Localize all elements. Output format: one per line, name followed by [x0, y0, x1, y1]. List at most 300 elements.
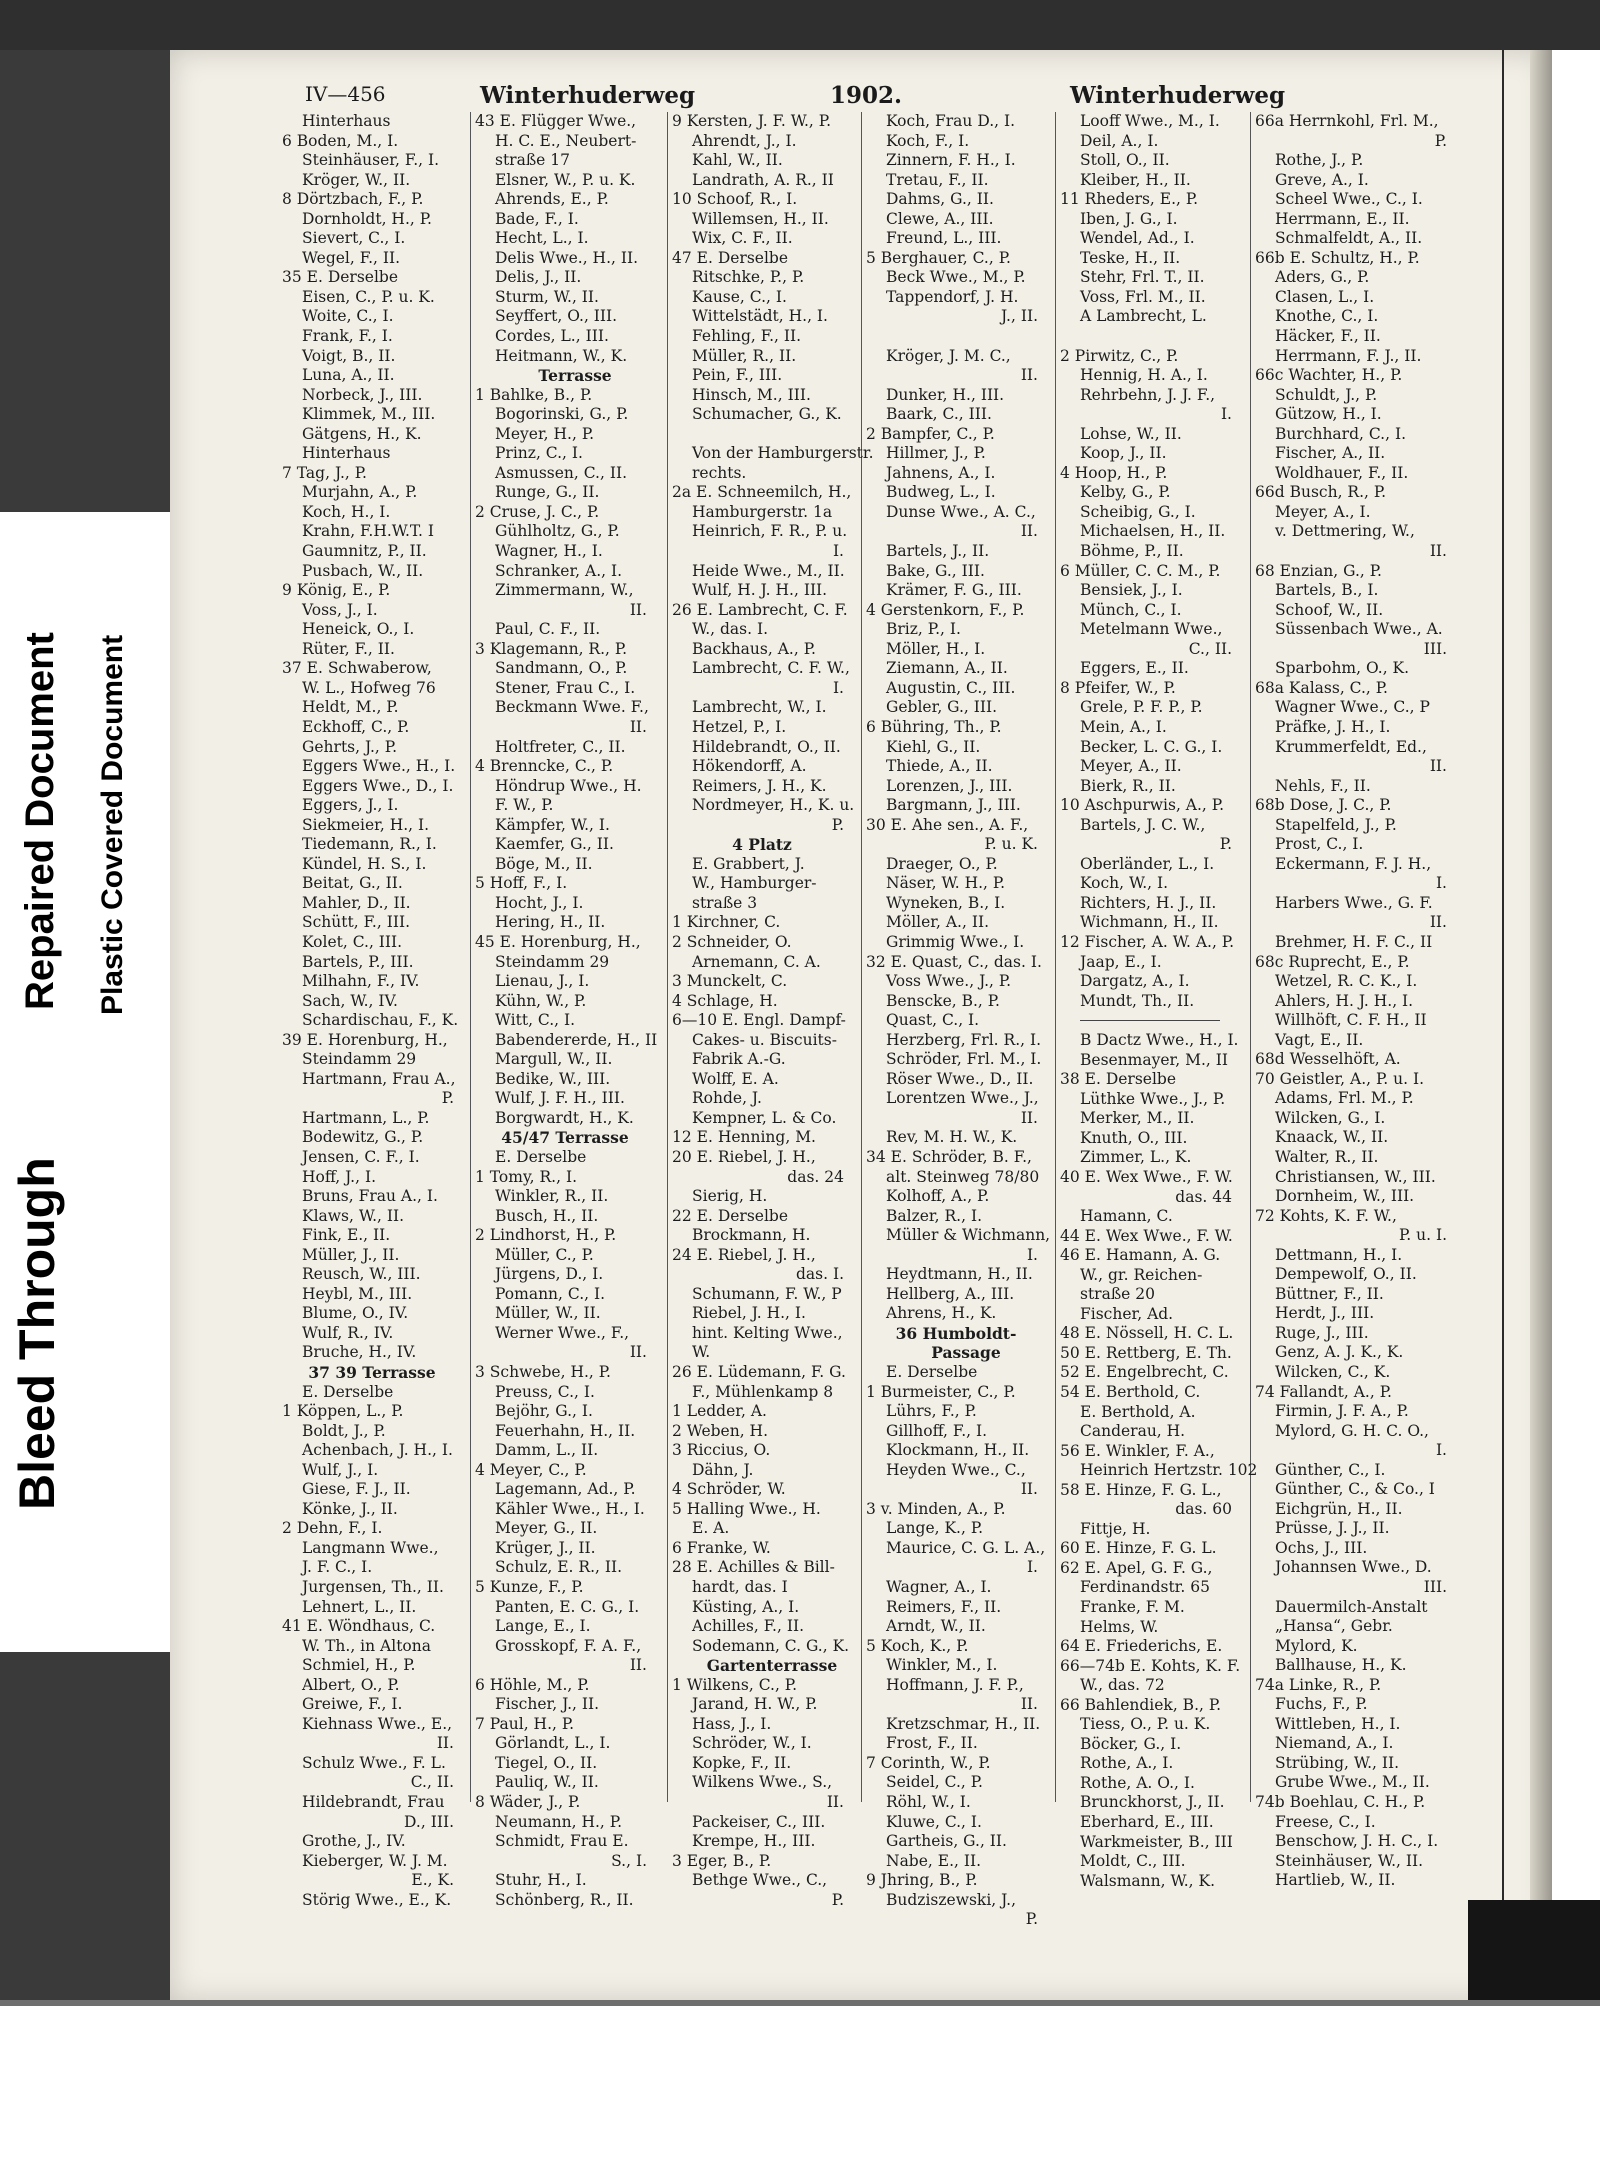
directory-entry-line: Süssenbach Wwe., A. [1275, 620, 1443, 639]
directory-entry-line: 1 Burmeister, C., P. [866, 1382, 1016, 1401]
directory-entry-line: 7 Corinth, W., P. [866, 1753, 991, 1772]
directory-entry-line: Lange, E., I. [495, 1617, 591, 1636]
page-edge-line [1502, 50, 1504, 2000]
directory-entry-line: Pomann, C., I. [495, 1284, 606, 1303]
directory-entry-line: Stapelfeld, J., P. [1275, 815, 1397, 834]
directory-entry-line: Steinhäuser, F., I. [302, 151, 440, 170]
directory-entry-line: Fehling, F., II. [692, 327, 802, 346]
directory-entry-line: Blume, O., IV. [302, 1304, 409, 1323]
directory-entry-line: Schröder, W., I. [692, 1734, 812, 1753]
directory-entry-line: Wagner, A., I. [886, 1578, 992, 1597]
directory-entry-line: 66a Herrnkohl, Frl. M., [1255, 112, 1439, 130]
directory-entry-line: Dahms, G., II. [886, 190, 994, 209]
column-divider [470, 112, 471, 1802]
directory-entry-line: Böge, M., II. [495, 854, 593, 873]
directory-entry-line: Hetzel, P., I. [692, 717, 787, 736]
directory-entry-line: Dettmann, H., I. [1275, 1245, 1403, 1264]
directory-entry-line: Schuldt, J., P. [1275, 385, 1378, 404]
directory-entry-line: P. [1219, 835, 1232, 854]
directory-entry-line: Tiess, O., P. u. K. [1080, 1715, 1211, 1734]
directory-entry-line: Tretau, F., II. [886, 170, 989, 189]
directory-entry-line: Sierig, H. [692, 1187, 768, 1206]
directory-entry-line: Näser, W. H., P. [886, 874, 1006, 893]
directory-entry-line: Heide Wwe., M., II. [692, 561, 845, 580]
directory-entry-line: Hinterhaus [302, 444, 391, 463]
directory-entry-line: Strübing, W., II. [1275, 1753, 1400, 1772]
directory-entry-line: 7 Paul, H., P. [475, 1714, 575, 1733]
directory-entry-line: Asmussen, C., II. [495, 463, 628, 482]
directory-entry-line: 24 E. Riebel, J. H., [672, 1245, 816, 1264]
directory-entry-line: Müller, C., P. [495, 1245, 594, 1264]
running-head-year: 1902. [830, 82, 903, 109]
directory-entry-line: Iben, J. G., I. [1080, 209, 1178, 228]
directory-entry-line: Lehnert, L., II. [302, 1597, 417, 1616]
section-rule [1080, 1011, 1220, 1021]
directory-entry-line: Steinhäuser, W., II. [1275, 1851, 1424, 1870]
directory-entry-line: 2 Weben, H. [672, 1421, 769, 1440]
directory-entry-line: 2 Schneider, O. [672, 932, 792, 951]
directory-entry-line: Clasen, L., I. [1275, 287, 1375, 306]
directory-entry-line: 38 E. Derselbe [1060, 1070, 1177, 1089]
directory-entry-line: Ahrends, E., P. [495, 190, 609, 209]
directory-entry-line: Michaelsen, H., II. [1080, 522, 1226, 541]
directory-entry-line: Eichgrün, H., II. [1275, 1499, 1403, 1518]
directory-entry-line: Heyden Wwe., C., [886, 1460, 1026, 1479]
directory-entry-line: Meyer, H., P. [495, 424, 595, 443]
directory-entry-line: Teske, H., II. [1080, 248, 1181, 267]
directory-entry-line: Gühlholtz, G., P. [495, 522, 620, 541]
column-divider [667, 112, 668, 1802]
directory-entry-line: 66—74b E. Kohts, K. F. [1060, 1656, 1241, 1675]
directory-entry-line: Klaws, W., II. [302, 1206, 405, 1225]
directory-entry-line: 62 E. Apel, G. F. G., [1060, 1558, 1213, 1577]
directory-entry-line: Eggers, E., II. [1080, 659, 1189, 678]
directory-entry-line: Wolff, E. A. [692, 1069, 779, 1088]
directory-entry-line: Meyer, A., II. [1080, 757, 1182, 776]
directory-entry-line: H. C. E., Neubert- [495, 131, 637, 150]
directory-entry-line: Oberländer, L., I. [1080, 854, 1215, 873]
directory-entry-line: Schranker, A., I. [495, 561, 623, 580]
directory-entry-line: Winkler, M., I. [886, 1656, 998, 1675]
directory-entry-line: E. Derselbe [886, 1363, 978, 1381]
directory-entry-line: Eggers, J., I. [302, 796, 399, 815]
directory-entry-line: Klockmann, H., II. [886, 1441, 1030, 1460]
directory-entry-line: 4 Schröder, W. [672, 1480, 786, 1499]
directory-entry-line: Freund, L., III. [886, 229, 1002, 248]
directory-entry-line: 3 Schwebe, H., P. [475, 1363, 611, 1381]
directory-entry-line: 74 Fallandt, A., P. [1255, 1382, 1392, 1401]
directory-entry-line: Gützow, H., I. [1275, 405, 1382, 424]
directory-entry-line: 45 E. Horenburg, H., [475, 932, 641, 951]
directory-entry-line: Holtfreter, C., II. [495, 737, 626, 756]
directory-entry-line: Schardischau, F., K. [302, 1011, 459, 1030]
directory-entry-line: Stuhr, H., I. [495, 1871, 587, 1890]
directory-entry-line: P. [1434, 131, 1447, 150]
directory-entry-line: Seidel, C., P. [886, 1773, 983, 1792]
directory-entry-line: III. [1423, 639, 1447, 658]
directory-entry-line: Brehmer, H. F. C., II [1275, 932, 1433, 951]
directory-entry-line: Cakes- u. Biscuits- [692, 1030, 837, 1049]
directory-entry-line: Bejöhr, G., I. [495, 1402, 593, 1421]
directory-entry-line: das. 44 [1175, 1187, 1232, 1206]
directory-entry-line: rechts. [692, 463, 747, 482]
directory-entry-line: 1 Ledder, A. [672, 1402, 767, 1421]
directory-entry-line: Firmin, J. F. A., P. [1275, 1402, 1409, 1421]
directory-entry-line: 46 E. Hamann, A. G. [1060, 1246, 1221, 1265]
directory-entry-line: straße 20 [1080, 1285, 1156, 1304]
bleed-through-label: Bleed Through [9, 1157, 65, 1510]
scan-corner-black-block [1468, 1900, 1600, 2000]
directory-entry-line: 3 v. Minden, A., P. [866, 1499, 1006, 1518]
directory-entry-line: Ritschke, P., P. [692, 268, 805, 287]
directory-entry-line: P. [1025, 1910, 1038, 1929]
directory-entry-line: Schulz, E. R., II. [495, 1558, 623, 1577]
directory-entry-line: Präfke, J. H., I. [1275, 717, 1391, 736]
directory-entry-line: Kaemfer, G., II. [495, 835, 614, 854]
directory-entry-line: Hamann, C. [1080, 1207, 1173, 1226]
directory-entry-line: Hamburgerstr. 1a [692, 502, 833, 521]
directory-entry-line: Reimers, J. H., K. [692, 776, 827, 795]
directory-entry-line: Kolhoff, A., P. [886, 1187, 990, 1206]
directory-entry-line: 8 Dörtzbach, F., P. [282, 190, 424, 209]
directory-entry-line: Bruche, H., IV. [302, 1343, 417, 1362]
directory-entry-line: Knaack, W., II. [1275, 1128, 1389, 1147]
directory-entry-line: Dauermilch-Anstalt [1275, 1597, 1428, 1616]
directory-entry-line: 35 E. Derselbe [282, 268, 399, 287]
directory-entry-line: 66d Busch, R., P. [1255, 483, 1387, 502]
directory-entry-line: II. [629, 1343, 647, 1362]
directory-entry-line: Herdt, J., III. [1275, 1304, 1375, 1323]
directory-entry-line: Hildebrandt, Frau [302, 1793, 445, 1812]
directory-entry-line: Greve, A., I. [1275, 170, 1369, 189]
directory-entry-line: Maurice, C. G. L. A., [886, 1538, 1046, 1557]
directory-entry-line: Möller, A., II. [886, 913, 989, 932]
directory-entry-line: Bartels, J. C. W., [1080, 815, 1206, 834]
directory-entry-line: Scheibig, G., I. [1080, 502, 1196, 521]
directory-entry-line: Büttner, F., II. [1275, 1284, 1384, 1303]
directory-entry-line: 34 E. Schröder, B. F., [866, 1147, 1032, 1166]
directory-entry-line: das. 60 [1175, 1500, 1232, 1519]
directory-entry-line: 5 Halling Wwe., H. [672, 1499, 821, 1518]
directory-entry-line: Sach, W., IV. [302, 991, 398, 1010]
directory-entry-line: 4 Schlage, H. [672, 991, 778, 1010]
directory-entry-line: Lambrecht, W., I. [692, 698, 827, 717]
directory-entry-line: 72 Kohts, K. F. W., [1255, 1206, 1397, 1225]
directory-entry-line: Brunckhorst, J., II. [1080, 1793, 1225, 1812]
directory-entry-line: Feuerhahn, H., II. [495, 1421, 636, 1440]
directory-entry-line: 68a Kalass, C., P. [1255, 678, 1388, 697]
directory-entry-line: Sturm, W., II. [495, 287, 599, 306]
directory-entry-line: 22 E. Derselbe [672, 1206, 789, 1225]
directory-entry-line: Kause, C., I. [692, 287, 787, 306]
directory-entry-line: Ahlers, H. J. H., I. [1275, 991, 1414, 1010]
directory-entry-line: C., II. [1188, 639, 1232, 658]
directory-entry-line: Niemand, A., I. [1275, 1734, 1394, 1753]
directory-entry-line: Witt, C., I. [495, 1011, 576, 1030]
directory-entry-line: F., Mühlenkamp 8 [692, 1382, 834, 1401]
directory-entry-line: Eisen, C., P. u. K. [302, 287, 435, 306]
directory-entry-line: Babendererde, H., II [495, 1030, 658, 1049]
directory-entry-line: Prost, C., I. [1275, 835, 1364, 854]
directory-entry-line: E. Grabbert, J. [692, 854, 805, 873]
directory-entry-line: B Dactz Wwe., H., I. [1080, 1031, 1239, 1050]
directory-entry-line: Böcker, G., I. [1080, 1734, 1182, 1753]
directory-entry-line: Eckermann, F. J. H., [1275, 854, 1432, 873]
directory-entry-line: Kröger, W., II. [302, 170, 411, 189]
directory-entry-line: Paul, C. F., II. [495, 620, 601, 639]
directory-entry-line [672, 425, 852, 445]
directory-entry-line: Richters, H. J., II. [1080, 893, 1217, 912]
directory-entry-line: Bartels, P., III. [302, 952, 414, 971]
directory-entry-line: Voss Wwe., J., P. [886, 972, 1012, 991]
directory-entry-line: Koch, F., I. [886, 131, 970, 150]
directory-entry-line: W. Th., in Altona [302, 1636, 431, 1655]
directory-entry-line: Ferdinandstr. 65 [1080, 1578, 1210, 1597]
directory-entry-line: das. 24 [787, 1167, 844, 1186]
directory-entry-line: Baark, C., III. [886, 405, 992, 424]
directory-entry-line: Borgwardt, H., K. [495, 1108, 634, 1127]
directory-entry-line: E. Derselbe [302, 1382, 394, 1401]
directory-entry-line: Heydtmann, H., II. [886, 1265, 1033, 1284]
directory-entry-line: Koch, Frau D., I. [886, 112, 1016, 130]
directory-entry-line: Johannsen Wwe., D. [1275, 1558, 1432, 1577]
directory-entry-line: I. [1220, 405, 1232, 424]
running-head-street-left: Winterhuderweg [480, 82, 696, 109]
directory-entry-line: Jaap, E., I. [1080, 952, 1162, 971]
directory-entry-line: Schmiel, H., P. [302, 1656, 416, 1675]
directory-entry-line: Willemsen, H., II. [692, 209, 829, 228]
directory-entry-line: Eggers Wwe., H., I. [302, 757, 456, 776]
directory-entry-line: Von der Hamburgerstr. [692, 444, 874, 463]
page-right-edge-shadow [1530, 50, 1552, 2002]
directory-entry-line: Heybl, M., III. [302, 1284, 413, 1303]
directory-entry-line: II. [1020, 522, 1038, 541]
directory-entry-line: II. [1020, 366, 1038, 385]
directory-entry-line: Langmann Wwe., [302, 1538, 439, 1557]
directory-entry-line: Jürgens, D., I. [495, 1265, 604, 1284]
directory-entry-line: Fink, E., II. [302, 1226, 391, 1245]
running-head-street-right: Winterhuderweg [1070, 82, 1286, 109]
directory-entry-line: Prinz, C., I. [495, 444, 583, 463]
directory-entry-line: Delis Wwe., H., II. [495, 248, 639, 267]
directory-entry-line: Röhl, W., I. [886, 1793, 971, 1812]
directory-entry-line: 6 Müller, C. C. M., P. [1060, 561, 1221, 580]
directory-entry-line: 12 Fischer, A. W. A., P. [1060, 932, 1235, 951]
directory-entry-line: S., I. [611, 1851, 647, 1870]
directory-entry-line: Zinnern, F. H., I. [886, 151, 1016, 170]
directory-entry-line: Möller, H., I. [886, 639, 986, 658]
directory-entry-line: Fischer, A., II. [1275, 444, 1386, 463]
directory-entry-line: Nabe, E., II. [886, 1851, 982, 1870]
directory-entry-line: Bensiek, J., I. [1080, 581, 1183, 600]
directory-entry-line: 3 Eger, B., P. [672, 1851, 772, 1870]
directory-entry-line: 36 Humboldt- [895, 1323, 1017, 1343]
directory-entry-line: Krämer, F. G., III. [886, 581, 1022, 600]
directory-entry-line: II. [1020, 1108, 1038, 1127]
directory-entry-line: Pusbach, W., II. [302, 561, 424, 580]
directory-column-2 [475, 112, 658, 1909]
directory-entry-line: Wegel, F., II. [302, 248, 401, 267]
directory-entry-line: Grube Wwe., M., II. [1275, 1773, 1430, 1792]
directory-entry-line: Tiegel, O., II. [495, 1753, 598, 1772]
directory-entry-line: J. F. C., I. [302, 1558, 373, 1577]
directory-entry-line: Burchhard, C., I. [1275, 424, 1406, 443]
directory-entry-line: Wilcken, G., I. [1275, 1108, 1386, 1127]
directory-entry-line: Meyer, G., II. [495, 1519, 598, 1538]
directory-entry-line: 60 E. Hinze, F. G. L. [1060, 1539, 1217, 1558]
directory-entry-line: Reimers, F., II. [886, 1597, 1002, 1616]
directory-entry-line: Hoffmann, J. F. P., [886, 1675, 1024, 1694]
directory-entry-line: Willhöft, C. F. H., II [1275, 1011, 1427, 1030]
directory-entry-line: Riebel, J. H., I. [692, 1304, 806, 1323]
directory-entry-line: 43 E. Flügger Wwe., [475, 112, 637, 130]
directory-entry-line: Woldhauer, F., II. [1275, 463, 1409, 482]
directory-entry-line: Müller, J., II. [302, 1245, 400, 1264]
directory-entry-line: hint. Kelting Wwe., [692, 1323, 843, 1342]
directory-entry-line: Vagt, E., II. [1275, 1030, 1364, 1049]
directory-entry-line: 66c Wachter, H., P. [1255, 366, 1403, 385]
directory-entry-line: Lührs, F., P. [886, 1402, 977, 1421]
directory-entry-line: Dargatz, A., I. [1080, 972, 1190, 991]
directory-entry-line: Mylord, G. H. C. O., [1275, 1421, 1429, 1440]
directory-entry-line: 9 König, E., P. [282, 581, 391, 600]
directory-entry-line: Voigt, B., II. [302, 346, 396, 365]
directory-entry-line: Norbeck, J., III. [302, 385, 423, 404]
directory-column-3 [672, 112, 874, 1909]
directory-entry-line: Schmidt, Frau E. [495, 1832, 629, 1851]
directory-entry-line: Harbers Wwe., G. F. [1275, 893, 1433, 912]
directory-entry-line: Werner Wwe., F., [495, 1323, 630, 1342]
directory-entry-line: Albert, O., P. [302, 1675, 400, 1694]
directory-entry-line: 39 E. Horenburg, H., [282, 1030, 448, 1049]
directory-entry-line: 3 Klagemann, R., P. [475, 639, 628, 658]
directory-entry-line: Rothe, J., P. [1275, 151, 1364, 170]
directory-entry-line: Günther, C., & Co., I [1275, 1480, 1435, 1499]
directory-entry-line: Häcker, F., II. [1275, 327, 1381, 346]
directory-entry-line: Cordes, L., III. [495, 327, 609, 346]
directory-entry-line: II. [1429, 757, 1447, 776]
directory-entry-line: Hillmer, J., P. [886, 444, 986, 463]
directory-entry-line: Meyer, A., I. [1275, 502, 1371, 521]
directory-entry-line: P. [441, 1089, 454, 1108]
directory-entry-line: Pein, F., III. [692, 366, 783, 385]
directory-entry-line: II. [1429, 913, 1447, 932]
directory-entry-line: 37 E. Schwaberow, [282, 659, 432, 678]
directory-entry-line: Frank, F., I. [302, 327, 393, 346]
directory-entry-line: E. A. [692, 1519, 730, 1538]
directory-entry-line: Wyneken, B., I. [886, 893, 1006, 912]
directory-entry-line: Sodemann, C. G., K. [692, 1636, 850, 1655]
directory-entry-line: Wetzel, R. C. K., I. [1275, 972, 1418, 991]
directory-entry-line: 54 E. Berthold, C. [1060, 1383, 1201, 1401]
directory-entry-line: Lorenzen, J., III. [886, 776, 1013, 795]
directory-entry-line: II. [629, 1656, 647, 1675]
directory-entry-line: Kelby, G., P. [1080, 483, 1171, 502]
directory-entry-line: Busch, H., II. [495, 1206, 599, 1225]
directory-entry-line: Lorentzen Wwe., J., [886, 1089, 1039, 1108]
directory-entry-line: Schumacher, G., K. [692, 405, 842, 424]
directory-entry-line: 4 Platz [732, 835, 792, 855]
directory-entry-line: 2 Pirwitz, C., P. [1060, 346, 1179, 365]
directory-entry-line: 74a Linke, R., P. [1255, 1675, 1382, 1694]
directory-entry-line: Koop, J., II. [1080, 444, 1167, 463]
directory-entry-line [1060, 327, 1240, 347]
directory-entry-line: Boldt, J., P. [302, 1421, 386, 1440]
directory-entry-line: Beck Wwe., M., P. [886, 268, 1026, 287]
directory-entry-line: 4 Hoop, H., P. [1060, 463, 1168, 482]
directory-entry-line: Dähn, J. [692, 1460, 754, 1479]
directory-entry-line: Jensen, C. F., I. [302, 1147, 420, 1166]
directory-entry-line: 2a E. Schneemilch, H., [672, 483, 852, 502]
directory-entry-line: Gätgens, H., K. [302, 424, 422, 443]
directory-entry-line: hardt, das. I [692, 1578, 788, 1597]
directory-entry-line: Schröder, Frl. M., I. [886, 1050, 1042, 1069]
directory-entry-line: 68c Ruprecht, E., P. [1255, 952, 1410, 971]
directory-entry-line: 8 Pfeifer, W., P. [1060, 678, 1176, 697]
directory-entry-line: Jahnens, A., I. [886, 463, 996, 482]
directory-entry-line: Bake, G., III. [886, 561, 985, 580]
directory-entry-line: Schütt, F., III. [302, 913, 410, 932]
directory-entry-line: Koch, W., I. [1080, 874, 1169, 893]
directory-entry-line: Christiansen, W., III. [1275, 1167, 1436, 1186]
directory-entry-line: Fabrik A.-G. [692, 1050, 786, 1069]
directory-entry-line: 52 E. Engelbrecht, C. [1060, 1363, 1229, 1382]
directory-entry-line: Winkler, R., II. [495, 1187, 609, 1206]
directory-entry-line: 2 Bampfer, C., P. [866, 424, 995, 443]
directory-entry-line: Lambrecht, C. F. W., [692, 659, 850, 678]
directory-entry-line: Heinrich Hertzstr. 102 [1080, 1461, 1258, 1480]
directory-entry-line: Wilkens Wwe., S., [692, 1773, 833, 1792]
column-divider [1250, 112, 1251, 1802]
directory-entry-line: Kleiber, H., II. [1080, 170, 1191, 189]
directory-entry-line: Hennig, H. A., I. [1080, 366, 1208, 385]
directory-entry-line: 4 Brenncke, C., P. [475, 757, 614, 776]
directory-entry-line: Frost, F., II. [886, 1734, 978, 1753]
directory-entry-line: Franke, F. M. [1080, 1598, 1185, 1617]
directory-entry-line: Jurgensen, Th., II. [302, 1578, 444, 1597]
directory-entry-line: Lagemann, Ad., P. [495, 1480, 636, 1499]
directory-entry-line: Damm, L., II. [495, 1441, 599, 1460]
directory-entry-line: 5 Koch, K., P. [866, 1636, 969, 1655]
directory-entry-line: Gartenterrasse [706, 1656, 838, 1676]
directory-entry-line: C., II. [410, 1773, 454, 1792]
directory-entry-line: 45/47 Terrasse [501, 1128, 629, 1148]
directory-entry-line: Warkmeister, B., III [1080, 1832, 1233, 1851]
directory-entry-line: I. [1026, 1245, 1038, 1264]
directory-entry-line: Arndt, W., II. [886, 1617, 986, 1636]
directory-entry-line: Höndrup Wwe., H. [495, 776, 642, 795]
directory-entry-line: Herrmann, F. J., II. [1275, 346, 1422, 365]
page-number: IV—456 [305, 82, 386, 106]
column-divider [861, 112, 862, 1802]
directory-entry-line: Murjahn, A., P. [302, 483, 418, 502]
directory-entry-line: 68b Dose, J. C., P. [1255, 796, 1392, 815]
directory-entry-line: 20 E. Riebel, J. H., [672, 1147, 816, 1166]
directory-entry-line: Achenbach, J. H., I. [302, 1441, 453, 1460]
directory-entry-line: 1 Tomy, R., I. [475, 1167, 578, 1186]
directory-entry-line: Briz, P., I. [886, 620, 961, 639]
directory-entry-line: Zimmer, L., K. [1080, 1148, 1192, 1167]
directory-entry-line: Stehr, Frl. T., II. [1080, 268, 1205, 287]
directory-entry-line: straße 3 [692, 893, 758, 912]
directory-entry-line: Rothe, A. O., I. [1080, 1773, 1195, 1792]
directory-entry-line: Becker, L. C. G., I. [1080, 737, 1223, 756]
directory-entry-line: II. [436, 1734, 454, 1753]
directory-entry-line: Küsting, A., I. [692, 1597, 800, 1616]
directory-entry-line: Bodewitz, G., P. [302, 1128, 424, 1147]
directory-entry-line: Ruge, J., III. [1275, 1323, 1369, 1342]
directory-entry-line: Greiwe, F., I. [302, 1695, 403, 1714]
